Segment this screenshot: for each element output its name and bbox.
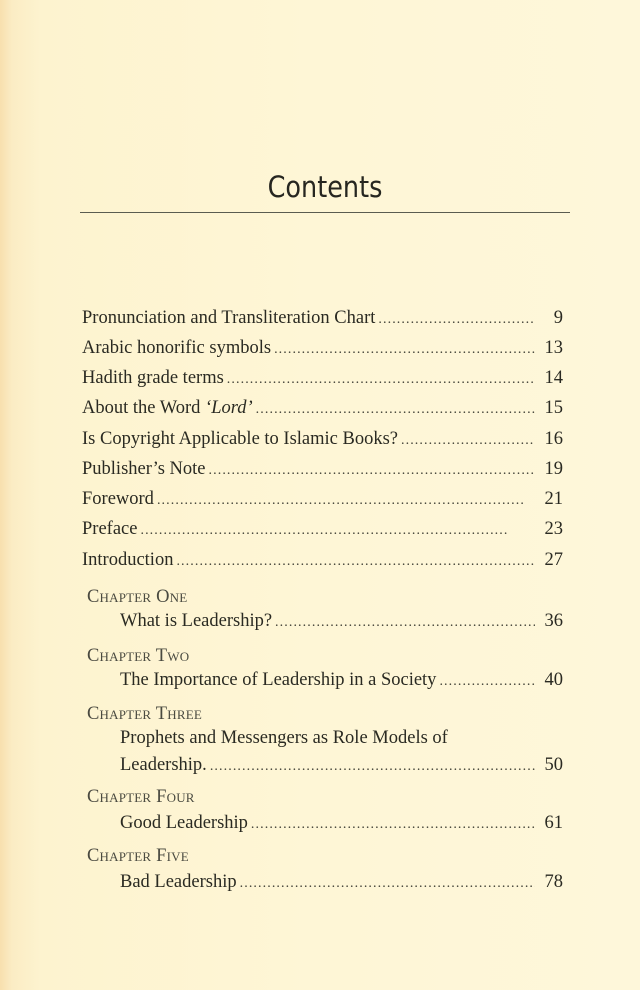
toc-entry-pronunciation[interactable] xyxy=(82,306,563,330)
toc-entry-about-lord[interactable] xyxy=(82,396,563,420)
page-number: 61 xyxy=(544,813,563,833)
dot-leader xyxy=(274,338,535,362)
dot-leader xyxy=(251,813,535,837)
dot-leader xyxy=(401,429,535,453)
toc-label: Arabic honorific symbols xyxy=(82,338,272,358)
dot-leader xyxy=(140,519,535,543)
toc-entry-chapter-five[interactable] xyxy=(120,870,563,894)
toc-label: The Importance of Leadership in a Society xyxy=(120,670,437,690)
toc-entry-preface[interactable] xyxy=(82,517,563,541)
dot-leader xyxy=(378,308,535,332)
toc-label-italic: ‘Lord’ xyxy=(205,398,253,418)
toc-label: Preface xyxy=(82,519,138,539)
page-number: 27 xyxy=(544,550,563,570)
toc-label-chapter-three-line1[interactable]: Prophets and Messengers as Role Models of xyxy=(120,728,448,748)
page-number: 15 xyxy=(544,398,563,418)
toc-label: Introduction xyxy=(82,550,174,570)
toc-entry-honorific-symbols[interactable] xyxy=(82,336,563,360)
page-number: 13 xyxy=(544,338,563,358)
page-number: 21 xyxy=(544,489,563,509)
toc-label: Foreword xyxy=(82,489,154,509)
toc-entry-introduction[interactable] xyxy=(82,548,563,572)
toc-entry-chapter-two[interactable] xyxy=(120,668,563,692)
toc-entry-chapter-four[interactable] xyxy=(120,811,563,835)
chapter-heading-two: Chapter Two xyxy=(87,646,190,666)
toc-entry-foreword[interactable] xyxy=(82,487,563,511)
toc-label: Leadership. xyxy=(120,755,207,775)
toc-label: Is Copyright Applicable to Islamic Books? xyxy=(82,429,398,449)
toc-label: Hadith grade terms xyxy=(82,368,224,388)
chapter-heading-five: Chapter Five xyxy=(87,846,189,866)
chapter-heading-four: Chapter Four xyxy=(87,787,195,807)
page-number: 14 xyxy=(544,368,563,388)
dot-leader xyxy=(157,489,535,513)
page-title: Contents xyxy=(267,170,383,204)
toc-label-text: About the Word xyxy=(82,398,206,418)
chapter-heading-one: Chapter One xyxy=(87,587,188,607)
dot-leader xyxy=(209,459,535,483)
page-number: 19 xyxy=(544,459,563,479)
dot-leader xyxy=(240,872,535,896)
page-number: 36 xyxy=(544,611,563,631)
dot-leader xyxy=(256,398,535,422)
toc-label: Good Leadership xyxy=(120,813,248,833)
page-number: 23 xyxy=(544,519,563,539)
page-number: 16 xyxy=(544,429,563,449)
toc-entry-hadith-grade-terms[interactable] xyxy=(82,366,563,390)
page-number: 9 xyxy=(553,308,563,328)
toc-label: Bad Leadership xyxy=(120,872,237,892)
toc-label: What is Leadership? xyxy=(120,611,273,631)
dot-leader xyxy=(176,550,535,574)
dot-leader xyxy=(275,611,535,635)
toc-label xyxy=(82,396,256,420)
toc-entry-copyright[interactable] xyxy=(82,427,563,451)
dot-leader xyxy=(210,755,535,779)
title-rule xyxy=(80,212,570,213)
toc-entry-publishers-note[interactable] xyxy=(82,457,563,481)
dot-leader xyxy=(439,670,535,694)
chapter-heading-three: Chapter Three xyxy=(87,704,203,724)
page-number: 78 xyxy=(544,872,563,892)
dot-leader xyxy=(227,368,535,392)
toc-label: Publisher’s Note xyxy=(82,459,206,479)
toc-entry-chapter-one[interactable] xyxy=(120,609,563,633)
page-number: 50 xyxy=(544,755,563,775)
toc-entry-chapter-three[interactable] xyxy=(120,753,563,777)
page-number: 40 xyxy=(544,670,563,690)
toc-label: Pronunciation and Transliteration Chart xyxy=(82,308,376,328)
